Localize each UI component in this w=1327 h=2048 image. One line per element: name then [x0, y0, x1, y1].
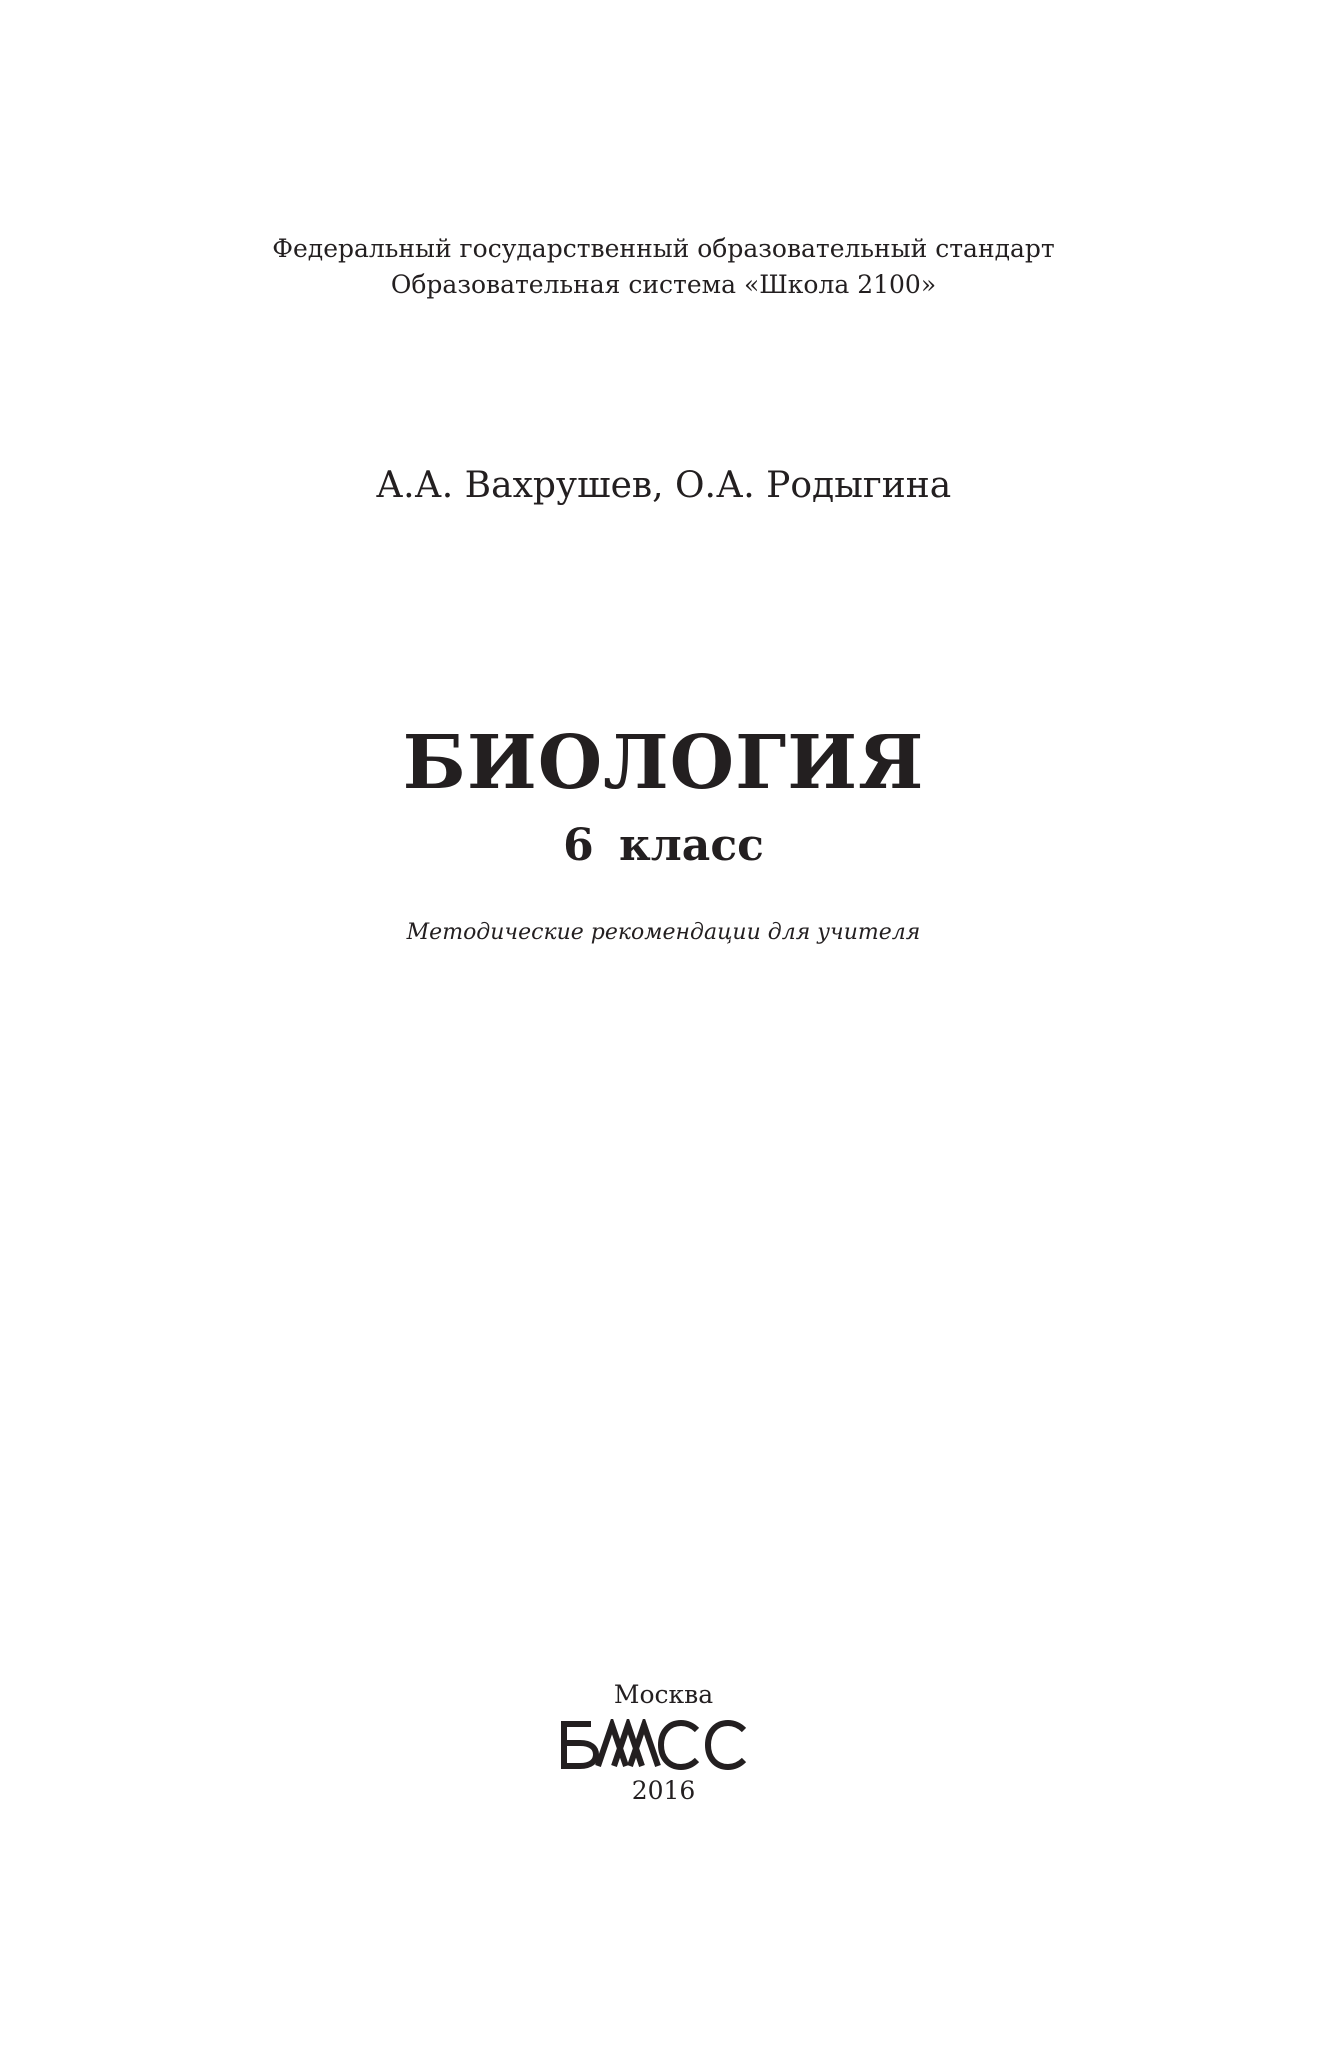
publication-city: Москва — [613, 1680, 714, 1709]
education-system-line: Образовательная система «Школа 2100» — [390, 270, 937, 299]
authors: А.А. Вахрушев, О.А. Родыгина — [375, 465, 952, 506]
publication-year: 2016 — [631, 1776, 696, 1805]
book-title: БИОЛОГИЯ — [402, 720, 925, 806]
publisher-logo — [558, 1719, 752, 1771]
standard-line: Федеральный государственный образовательный стандарт — [272, 234, 1055, 263]
book-subtitle: Методические рекомендации для учителя — [406, 920, 921, 945]
grade-label: 6 класс — [563, 820, 764, 871]
